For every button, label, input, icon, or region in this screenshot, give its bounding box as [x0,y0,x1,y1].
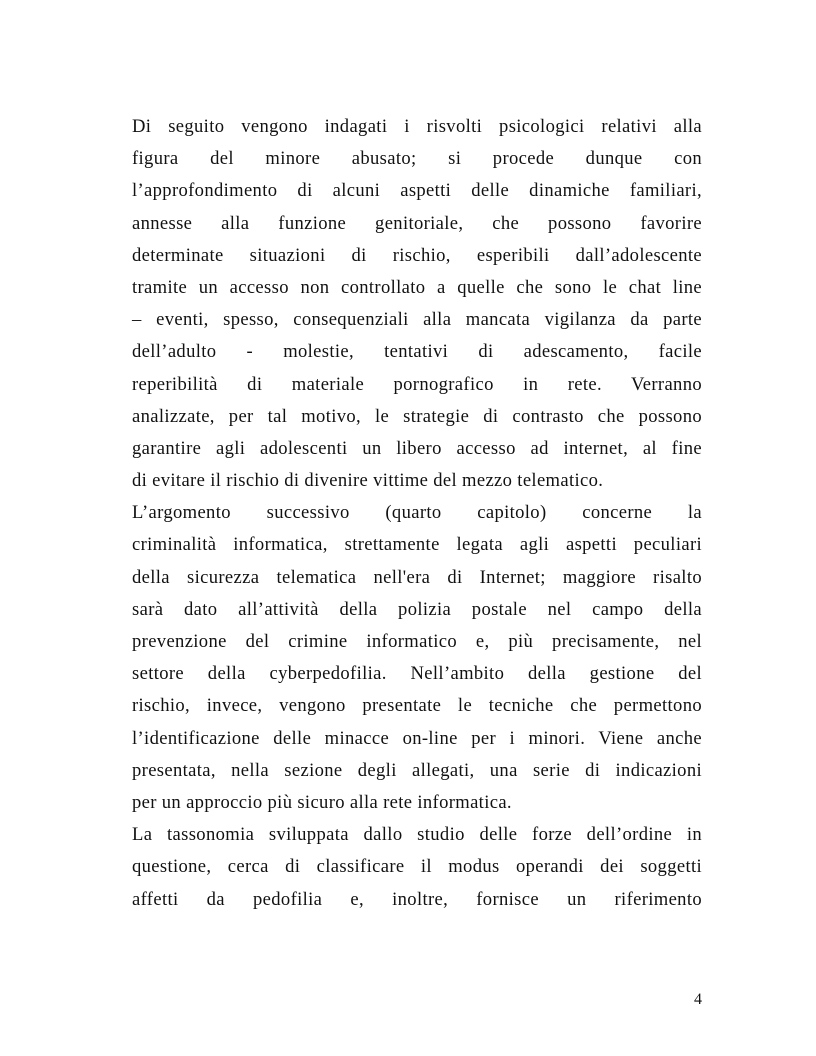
text-line: settore della cyberpedofilia. Nell’ambito della gestione del [132,663,702,685]
text-line: affetti da pedofilia e, inoltre, fornisce un riferimento [132,888,702,910]
text-line: analizzate, per tal motivo, le strategie di contrasto che possono [132,405,702,427]
text-line: La tassonomia sviluppata dallo studio delle forze dell’ordine in [132,824,702,846]
text-line: dell’adulto - molestie, tentativi di adescamento, facile [132,341,702,363]
text-line: di evitare il rischio di divenire vittime del mezzo telematico. [132,470,604,492]
text-line: Di seguito vengono indagati i risvolti psicologici relativi alla [132,116,702,137]
text-line: tramite un accesso non controllato a quelle che sono le chat line [132,276,702,298]
text-line: della sicurezza telematica nell'era di Internet; maggiore risalto [132,566,702,588]
text-line: rischio, invece, vengono presentate le tecniche che permettono [132,695,702,717]
text-line: L’argomento successivo (quarto capitolo) concerne la [132,502,702,524]
text-line: determinate situazioni di rischio, esperibili dall’adolescente [132,244,702,266]
body-text [132,111,702,916]
text-line: l’approfondimento di alcuni aspetti delle dinamiche familiari, [132,180,702,202]
text-line: garantire agli adolescenti un libero accesso ad internet, al fine [132,437,702,459]
text-line: figura del minore abusato; si procede dunque con [132,148,702,170]
text-line: sarà dato all’attività della polizia postale nel campo della [132,598,702,620]
text-line: presentata, nella sezione degli allegati, una serie di indicazioni [132,759,702,781]
text-line: criminalità informatica, strettamente legata agli aspetti peculiari [132,534,702,556]
text-line: reperibilità di materiale pornografico in rete. Verranno [132,373,702,395]
text-line: questione, cerca di classificare il modus operandi dei soggetti [132,856,702,878]
text-line: annesse alla funzione genitoriale, che possono favorire [132,212,702,234]
text-line: l’identificazione delle minacce on-line per i minori. Viene anche [132,727,702,749]
page-number: 4 [694,991,702,1008]
text-line: prevenzione del crimine informatico e, più precisamente, nel [132,631,702,652]
text-line: per un approccio più sicuro alla rete informatica. [132,791,512,813]
text-line: – eventi, spesso, consequenziali alla mancata vigilanza da parte [132,309,702,331]
